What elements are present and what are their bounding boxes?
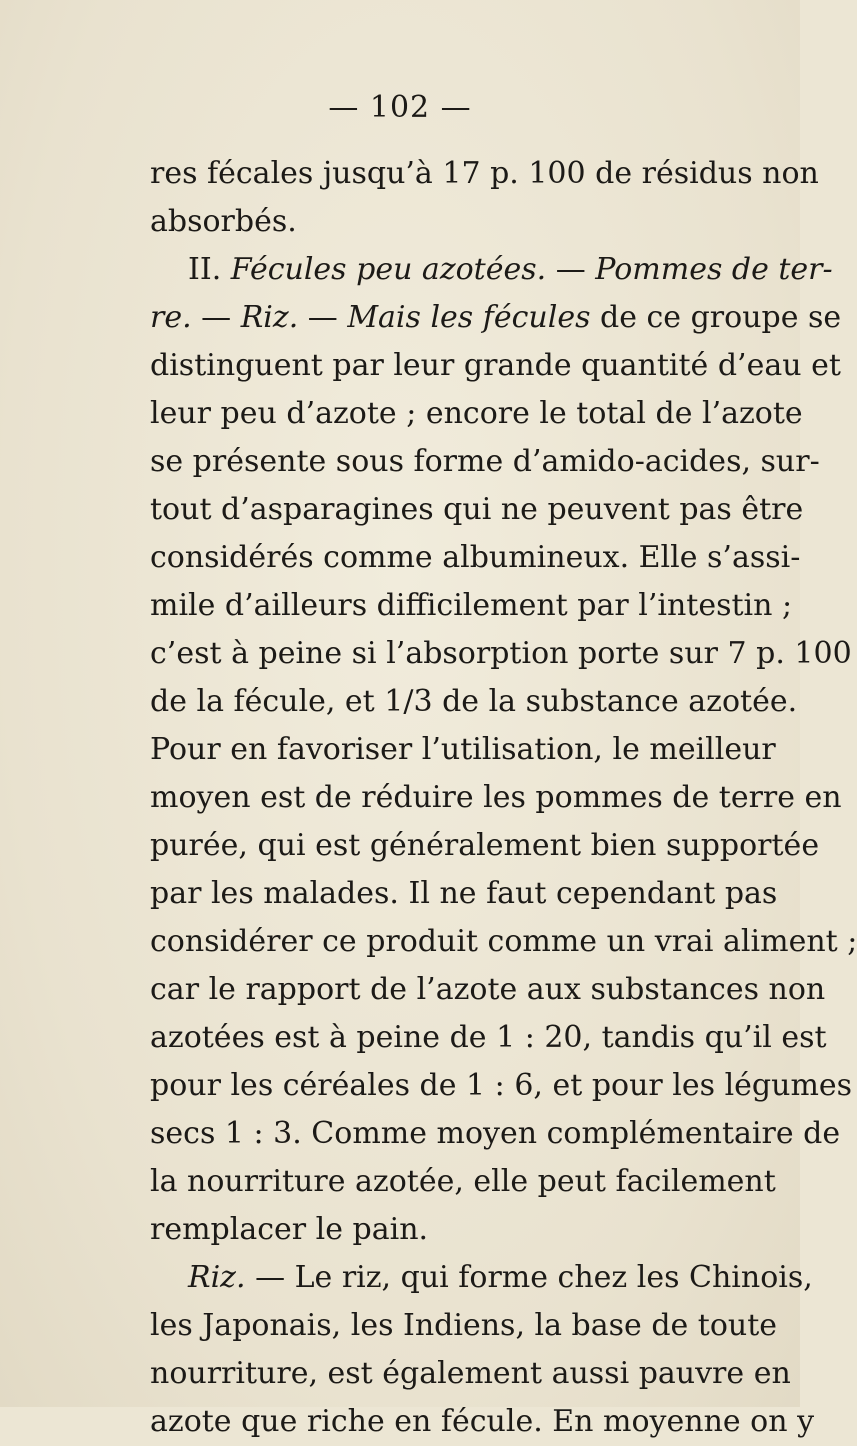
text-line: purée, qui est généralement bien supportée (150, 828, 820, 863)
text-line: pour les céréales de 1 : 6, et pour les légumes (150, 1068, 853, 1103)
text-line: considérés comme albumineux. Elle s’assi- (150, 540, 801, 575)
subsection-title: Pommes de ter- (595, 252, 833, 287)
text-line (150, 294, 842, 342)
text-line: res fécales jusqu’à 17 p. 100 de résidus non (150, 156, 819, 191)
text-run: — Le riz, qui forme chez les Chinois, (245, 1260, 813, 1295)
text-line: les Japonais, les Indiens, la base de toute (150, 1308, 778, 1343)
text-line: de la fécule, et 1/3 de la substance azotée. (150, 684, 798, 719)
text-line: c’est à peine si l’absorption porte sur 7 p. 100 (150, 636, 852, 671)
text-line: remplacer le pain. (150, 1212, 429, 1247)
emphasis-text: Mais les fécules (347, 300, 591, 335)
page-number: — 102 — (328, 90, 472, 125)
section-heading-line (150, 246, 833, 294)
text-line: azote que riche en fécule. En moyenne on y (150, 1404, 815, 1439)
text-line: se présente sous forme d’amido-acides, sur- (150, 444, 820, 479)
text-line: par les malades. Il ne faut cependant pas (150, 876, 778, 911)
text-line (150, 1254, 813, 1302)
subsection-title: Riz. (240, 300, 299, 335)
dash: — (546, 252, 596, 287)
text-line: la nourriture azotée, elle peut facilement (150, 1164, 776, 1199)
text-line: leur peu d’azote ; encore le total de l’azote (150, 396, 803, 431)
section-number: II. (188, 252, 231, 287)
subsection-title: Riz. (188, 1260, 246, 1295)
text-line: distinguent par leur grande quantité d’eau et (150, 348, 841, 383)
subsection-title-cont: re. (150, 300, 192, 335)
text-line: moyen est de réduire les pommes de terre en (150, 780, 842, 815)
dash: — (191, 300, 241, 335)
body-text (150, 150, 857, 1446)
text-line: nourriture, est également aussi pauvre en (150, 1356, 791, 1391)
text-run: de ce groupe se (590, 300, 842, 335)
section-title: Fécules peu azotées. (230, 252, 547, 287)
text-line: secs 1 : 3. Comme moyen complémentaire de (150, 1116, 841, 1151)
text-line: considérer ce produit comme un vrai aliment ; (150, 924, 857, 959)
text-line: absorbés. (150, 204, 297, 239)
text-line: azotées est à peine de 1 : 20, tandis qu’il est (150, 1020, 827, 1055)
dash: — (298, 300, 348, 335)
text-line: tout d’asparagines qui ne peuvent pas être (150, 492, 804, 527)
text-line: car le rapport de l’azote aux substances non (150, 972, 826, 1007)
text-line: Pour en favoriser l’utilisation, le meilleur (150, 732, 776, 767)
text-line: mile d’ailleurs difficilement par l’intestin ; (150, 588, 793, 623)
